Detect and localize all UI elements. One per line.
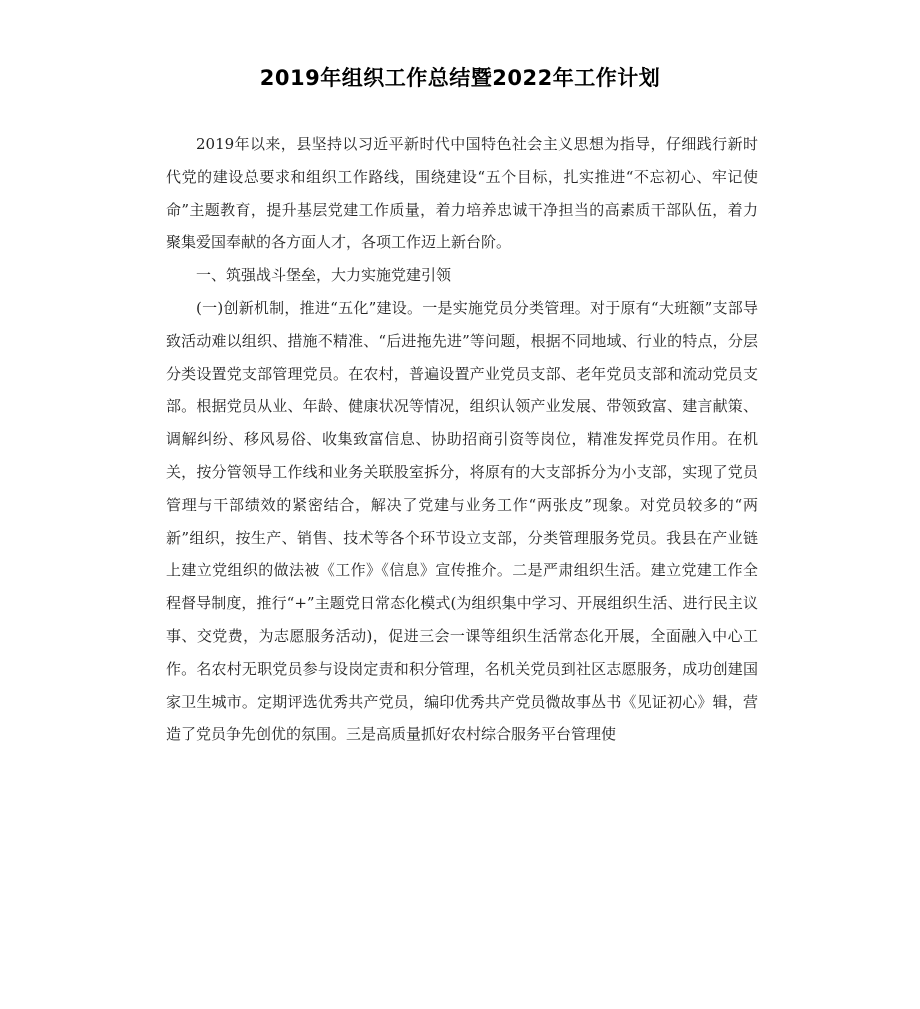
section-heading: 一、筑强战斗堡垒，大力实施党建引领 bbox=[196, 266, 452, 285]
paragraph-intro: 2019年以来，县坚持以习近平新时代中国特色社会主义思想为指导，仔细践行新时代党的建设总要求和组织工作路线，围绕建设“五个目标，扎实推进“不忘初心、牢记使命”主题教育，提升基层党建工作质量，着力培养忠诚干净担当的高素质干部队伍，着力聚集爱国奉献的各方面人才，各项工作迈上新台阶。 bbox=[166, 135, 758, 252]
document-title: 2019年组织工作总结暨2022年工作计划 bbox=[259, 66, 661, 90]
document-body bbox=[166, 128, 758, 751]
paragraph-innovation: (一)创新机制，推进“五化”建设。一是实施党员分类管理。对于原有“大班额”支部导致活动难以组织、措施不精准、“后进拖先进”等问题，根据不同地域、行业的特点，分层分类设置党支部管理党员。在农村，普遍设置产业党员支部、老年党员支部和流动党员支部。根据党员从业、年龄、健康状况等情况，组织认领产业发展、带领致富、建言献策、调解纠纷、移风易俗、收集致富信息、协助招商引资等岗位，精准发挥党员作用。在机关，按分管领导工作线和业务关联股室拆分，将原有的大支部拆分为小支部，实现了党员管理与干部绩效的紧密结合，解决了党建与业务工作“两张皮”现象。对党员较多的“两新”组织，按生产、销售、技术等各个环节设立支部，分类管理服务党员。我县在产业链上建立党组织的做法被《工作》《信息》宣传推介。二是严肃组织生活。建立党建工作全程督导制度，推行“+”主题党日常态化模式(为组织集中学习、开展组织生活、进行民主议事、交党费，为志愿服务活动)，促进三会一课等组织生活常态化开展，全面融入中心工作。名农村无职党员参与设岗定责和积分管理，名机关党员到社区志愿服务，成功创建国家卫生城市。定期评选优秀共产党员，编印优秀共产党员微故事丛书《见证初心》辑，营造了党员争先创优的氛围。三是高质量抓好农村综合服务平台管理使 bbox=[166, 298, 758, 744]
